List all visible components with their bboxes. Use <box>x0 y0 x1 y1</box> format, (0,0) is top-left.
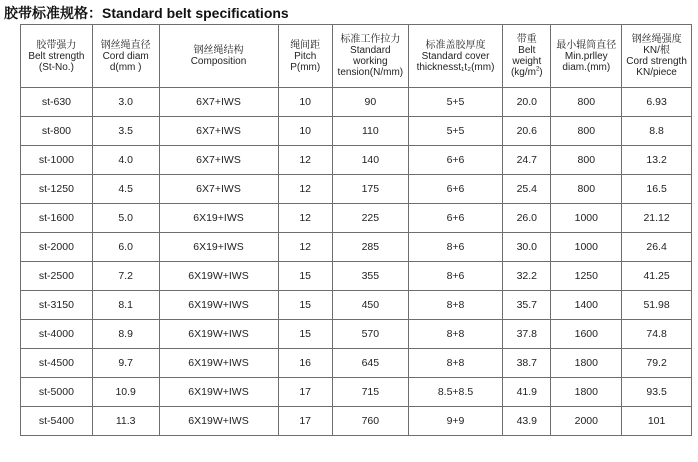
cell-cord-strength: 16.5 <box>622 175 692 204</box>
page-title: 胶带标准规格：Standard belt specifications <box>4 5 289 21</box>
cell-belt-weight: 32.2 <box>503 262 551 291</box>
cell-cord-diam: 7.2 <box>92 262 159 291</box>
table-row <box>21 204 692 233</box>
header-line: KN/根 <box>643 45 670 56</box>
cell-cord-strength: 41.25 <box>622 262 692 291</box>
header-line: Min.prlley <box>564 50 608 62</box>
cell-working-tension: 355 <box>332 262 408 291</box>
unit-tail: ) <box>539 67 543 78</box>
cell-belt-strength: st-4500 <box>21 349 93 378</box>
cell-cord-diam: 6.0 <box>92 233 159 262</box>
table-body <box>21 88 692 436</box>
cell-pitch: 10 <box>278 88 332 117</box>
header-line: (St-No.) <box>38 61 74 73</box>
cell-working-tension: 715 <box>332 378 408 407</box>
cell-pitch: 17 <box>278 378 332 407</box>
header-line: Pitch <box>294 50 317 62</box>
cell-cord-strength: 21.12 <box>622 204 692 233</box>
header-line: tension(N/mm) <box>337 67 404 78</box>
table-row <box>21 349 692 378</box>
cell-belt-weight: 35.7 <box>503 291 551 320</box>
header-line: 最小辊筒直径 <box>556 39 617 51</box>
cell-cover-thickness: 8+6 <box>408 233 502 262</box>
cell-min-pulley-diam: 1800 <box>551 349 622 378</box>
cell-pitch: 10 <box>278 117 332 146</box>
cell-working-tension: 110 <box>332 117 408 146</box>
cell-composition: 6X19+IWS <box>159 233 278 262</box>
header-belt-weight <box>503 25 551 88</box>
cell-working-tension: 225 <box>332 204 408 233</box>
cell-cover-thickness: 8+8 <box>408 291 502 320</box>
cell-belt-weight: 37.8 <box>503 320 551 349</box>
cell-cord-diam: 9.7 <box>92 349 159 378</box>
table-row <box>21 291 692 320</box>
cell-min-pulley-diam: 2000 <box>551 407 622 436</box>
cell-belt-weight: 25.4 <box>503 175 551 204</box>
cell-belt-strength: st-1600 <box>21 204 93 233</box>
table-row <box>21 117 692 146</box>
cell-composition: 6X19W+IWS <box>159 349 278 378</box>
cell-cord-strength: 8.8 <box>622 117 692 146</box>
cell-belt-weight: 38.7 <box>503 349 551 378</box>
cell-belt-strength: st-2500 <box>21 262 93 291</box>
cell-belt-strength: st-4000 <box>21 320 93 349</box>
header-line: working <box>353 56 388 67</box>
cell-belt-strength: st-2000 <box>21 233 93 262</box>
header-line: 标准盖胶厚度 <box>425 39 486 51</box>
cell-pitch: 16 <box>278 349 332 378</box>
header-line: 标准工作拉力 <box>340 34 401 45</box>
cell-belt-weight: 30.0 <box>503 233 551 262</box>
cell-pitch: 12 <box>278 233 332 262</box>
table-row <box>21 378 692 407</box>
cell-belt-weight: 43.9 <box>503 407 551 436</box>
belt-spec-table <box>20 24 692 436</box>
cell-pitch: 15 <box>278 291 332 320</box>
cell-cord-strength: 79.2 <box>622 349 692 378</box>
cell-cord-strength: 51.98 <box>622 291 692 320</box>
cell-composition: 6X19W+IWS <box>159 320 278 349</box>
cell-cover-thickness: 9+9 <box>408 407 502 436</box>
cell-working-tension: 450 <box>332 291 408 320</box>
cell-min-pulley-diam: 800 <box>551 146 622 175</box>
header-line: Cord strength <box>626 56 687 67</box>
header-line: 钢丝绳结构 <box>193 45 244 56</box>
cell-min-pulley-diam: 1000 <box>551 233 622 262</box>
cell-cord-strength: 13.2 <box>622 146 692 175</box>
cell-composition: 6X7+IWS <box>159 88 278 117</box>
cell-cover-thickness: 6+6 <box>408 146 502 175</box>
cell-cover-thickness: 5+5 <box>408 117 502 146</box>
cell-cord-strength: 74.8 <box>622 320 692 349</box>
header-cord-strength <box>622 25 692 88</box>
cell-pitch: 15 <box>278 320 332 349</box>
cell-cord-strength: 93.5 <box>622 378 692 407</box>
table-row <box>21 320 692 349</box>
header-line: thicknesst₁t₂(mm) <box>416 61 495 73</box>
header-line: 钢丝绳强度 <box>631 34 682 45</box>
cell-min-pulley-diam: 800 <box>551 88 622 117</box>
header-line: Composition <box>190 56 247 67</box>
header-cord-diam <box>92 25 159 88</box>
cell-cord-diam: 3.0 <box>92 88 159 117</box>
cell-min-pulley-diam: 800 <box>551 175 622 204</box>
header-composition <box>159 25 278 88</box>
header-line: 带重 <box>516 34 537 45</box>
cell-composition: 6X19W+IWS <box>159 291 278 320</box>
cell-working-tension: 175 <box>332 175 408 204</box>
cell-belt-weight: 20.6 <box>503 117 551 146</box>
header-pitch <box>278 25 332 88</box>
cell-composition: 6X7+IWS <box>159 117 278 146</box>
cell-cover-thickness: 8+8 <box>408 320 502 349</box>
cell-cord-diam: 5.0 <box>92 204 159 233</box>
cell-cord-diam: 3.5 <box>92 117 159 146</box>
cell-belt-strength: st-1000 <box>21 146 93 175</box>
header-line: 绳间距 <box>290 39 321 51</box>
cell-pitch: 12 <box>278 146 332 175</box>
cell-working-tension: 140 <box>332 146 408 175</box>
cell-cover-thickness: 6+6 <box>408 204 502 233</box>
cell-pitch: 17 <box>278 407 332 436</box>
cell-cord-strength: 26.4 <box>622 233 692 262</box>
table-row <box>21 407 692 436</box>
header-line: d(mm ) <box>109 61 142 73</box>
cell-composition: 6X19W+IWS <box>159 407 278 436</box>
cell-cover-thickness: 8+6 <box>408 262 502 291</box>
cell-pitch: 12 <box>278 175 332 204</box>
cell-cord-diam: 11.3 <box>92 407 159 436</box>
cell-composition: 6X19W+IWS <box>159 262 278 291</box>
unit-superscript: 2 <box>535 66 540 73</box>
cell-working-tension: 570 <box>332 320 408 349</box>
header-line: Standard cover <box>421 50 490 62</box>
header-line <box>503 67 550 78</box>
cell-cord-diam: 8.1 <box>92 291 159 320</box>
header-line: Belt <box>518 45 536 56</box>
cell-working-tension: 285 <box>332 233 408 262</box>
table-row <box>21 233 692 262</box>
cell-min-pulley-diam: 1400 <box>551 291 622 320</box>
cell-min-pulley-diam: 1250 <box>551 262 622 291</box>
cell-belt-strength: st-1250 <box>21 175 93 204</box>
cell-min-pulley-diam: 1600 <box>551 320 622 349</box>
cell-belt-weight: 26.0 <box>503 204 551 233</box>
cell-working-tension: 760 <box>332 407 408 436</box>
cell-cover-thickness: 8+8 <box>408 349 502 378</box>
header-line: 胶带强力 <box>36 39 77 51</box>
table-row <box>21 262 692 291</box>
cell-cord-diam: 4.5 <box>92 175 159 204</box>
cell-cord-diam: 10.9 <box>92 378 159 407</box>
cell-composition: 6X7+IWS <box>159 146 278 175</box>
cell-cord-diam: 4.0 <box>92 146 159 175</box>
cell-working-tension: 645 <box>332 349 408 378</box>
header-working-tension <box>332 25 408 88</box>
cell-belt-strength: st-5000 <box>21 378 93 407</box>
cell-composition: 6X7+IWS <box>159 175 278 204</box>
cell-working-tension: 90 <box>332 88 408 117</box>
cell-cord-strength: 6.93 <box>622 88 692 117</box>
cell-belt-weight: 24.7 <box>503 146 551 175</box>
cell-min-pulley-diam: 1800 <box>551 378 622 407</box>
cell-belt-strength: st-3150 <box>21 291 93 320</box>
cell-composition: 6X19+IWS <box>159 204 278 233</box>
cell-belt-strength: st-5400 <box>21 407 93 436</box>
cell-pitch: 15 <box>278 262 332 291</box>
cell-cord-strength: 101 <box>622 407 692 436</box>
table-row <box>21 175 692 204</box>
cell-belt-weight: 41.9 <box>503 378 551 407</box>
cell-composition: 6X19W+IWS <box>159 378 278 407</box>
header-min-pulley-diam <box>551 25 622 88</box>
header-line: 钢丝绳直径 <box>100 39 151 51</box>
cell-cord-diam: 8.9 <box>92 320 159 349</box>
cell-pitch: 12 <box>278 204 332 233</box>
header-line: Belt strength <box>28 50 85 62</box>
header-row <box>21 25 692 88</box>
header-line: Cord diam <box>102 50 149 62</box>
cell-cover-thickness: 5+5 <box>408 88 502 117</box>
table-row <box>21 88 692 117</box>
header-line: P(mm) <box>290 61 321 73</box>
cell-min-pulley-diam: 800 <box>551 117 622 146</box>
header-belt-strength <box>21 25 93 88</box>
header-line: KN/piece <box>636 67 677 78</box>
header-cover-thickness <box>408 25 502 88</box>
header-line: diam.(mm) <box>562 61 611 73</box>
table-row <box>21 146 692 175</box>
header-line: Standard <box>350 45 391 56</box>
cell-cover-thickness: 8.5+8.5 <box>408 378 502 407</box>
cell-cover-thickness: 6+6 <box>408 175 502 204</box>
cell-belt-weight: 20.0 <box>503 88 551 117</box>
unit-text: (kg/m <box>510 67 536 78</box>
cell-belt-strength: st-630 <box>21 88 93 117</box>
cell-belt-strength: st-800 <box>21 117 93 146</box>
header-line: weight <box>512 56 542 67</box>
cell-min-pulley-diam: 1000 <box>551 204 622 233</box>
